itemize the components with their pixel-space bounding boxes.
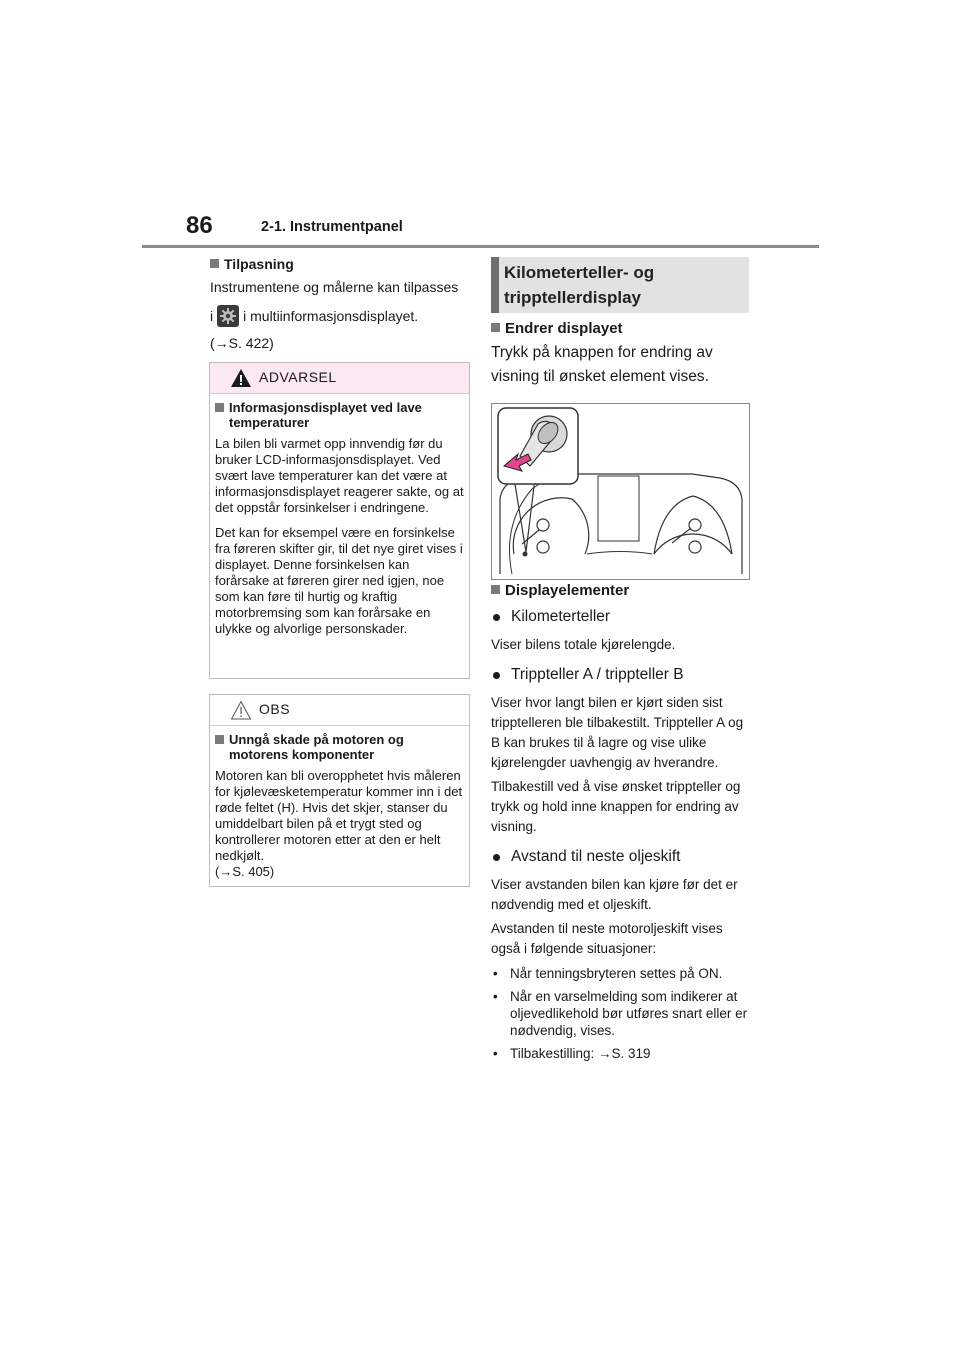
square-bullet-icon (215, 403, 224, 412)
tilpasning-line2: i i multiinformasjonsdisplayet. (210, 305, 470, 327)
list-item: • Når tenningsbryteren settes på ON. (493, 966, 723, 981)
item-oilchange-title: Avstand til neste oljeskift (491, 848, 749, 866)
warning-paragraph-2: Det kan for eksempel være en forsinkelse fra føreren skifter gir, til det nye giret vises i displayet. Denne forsinkelsen kan forårsake at føreren girer ned igjen, noe som kan føre til hurtig og kraftig motorbremsing som kan forårsake en ulykke og alvorlige personskader. (215, 525, 463, 636)
item-oilchange-text-2: Avstanden til neste motoroljeskift vises også i følgende situasjoner: (491, 921, 723, 956)
notice-box (209, 694, 470, 887)
bullet-dot-icon (493, 672, 500, 679)
page-number: 86 (186, 212, 213, 239)
warning-box (209, 362, 470, 679)
tilpasning-line1: Instrumentene og målerne kan tilpasses (210, 279, 459, 295)
warning-paragraph-1: La bilen bli varmet opp innvendig før du bruker LCD-informasjonsdisplayet. Ved svært lave temperaturer kan det være at informasjonsdisplayet reagerer sakte, og at det oppstår forsinkelser i endringene. (215, 436, 464, 515)
item-odometer-title: Kilometerteller (491, 608, 749, 626)
instrument-cluster-illustration (492, 404, 749, 579)
bullet-dot-icon (493, 854, 500, 861)
item-odometer-text: Viser bilens totale kjørelengde. (491, 637, 676, 652)
warning-subhead: Informasjonsdisplayet ved lave temperaturer (215, 400, 464, 430)
square-bullet-icon (210, 259, 219, 268)
notice-subhead: Unngå skade på motoren og motorens komponenter (215, 732, 464, 762)
section-title: 2-1. Instrumentpanel (261, 219, 403, 235)
display-elements-section (491, 582, 749, 1062)
square-bullet-icon (491, 323, 500, 332)
settings-gear-icon (217, 305, 239, 327)
caution-triangle-icon (230, 700, 252, 720)
warning-box-header (210, 363, 469, 394)
warning-triangle-icon (230, 368, 252, 388)
tilpasning-ref: (→S. 422) (210, 335, 274, 351)
header-rule (142, 245, 819, 248)
list-item: • Når en varselmelding som indikerer at oljevedlikehold bør utføres snart eller er nødvendig, vises. (493, 989, 748, 1038)
square-bullet-icon (215, 735, 224, 744)
heading-accent-bar (491, 257, 499, 313)
left-column (210, 256, 470, 360)
item-oilchange-text-1: Viser avstanden bilen kan kjøre før det er nødvendig med et oljeskift. (491, 877, 738, 912)
endrer-section (491, 320, 749, 389)
instrument-panel-figure (491, 403, 750, 580)
notice-paragraph: Motoren kan bli overopphetet hvis måleren for kjølevæsketemperatur kommer inn i det røde feltet (H). Hvis det skjer, stanser du umiddelbart bilen på et trygt sted og kontrollerer motoren etter at den er helt nedkjølt. (→S. 405) (215, 768, 463, 879)
bullet-dot-icon (493, 614, 500, 621)
display-heading: Displayelementer (491, 582, 749, 599)
warning-label: ADVARSEL (259, 369, 337, 385)
item-tripmeter-text-2: Tilbakestill ved å vise ønsket trippteller og trykk og hold inne knappen for endring av visning. (491, 779, 741, 834)
square-bullet-icon (491, 585, 500, 594)
kilometer-heading (491, 257, 749, 313)
endrer-text: Trykk på knappen for endring av visning til ønsket element vises. (491, 344, 713, 385)
list-item: • Tilbakestilling: →S. 319 (493, 1046, 651, 1061)
item-tripmeter-title: Trippteller A / trippteller B (491, 666, 749, 684)
item-tripmeter-text-1: Viser hvor langt bilen er kjørt siden sist tripptelleren ble tilbakestilt. Trippteller A og B kan brukes til å lagre og vise ulike kjørelengder uavhengig av hverandre. (491, 695, 744, 770)
notice-box-header (210, 695, 469, 726)
kilometer-heading-text: Kilometerteller- og tripptellerdisplay (504, 263, 655, 307)
tilpasning-heading: Tilpasning (210, 256, 470, 272)
notice-label: OBS (259, 701, 291, 717)
endrer-heading: Endrer displayet (491, 320, 749, 337)
